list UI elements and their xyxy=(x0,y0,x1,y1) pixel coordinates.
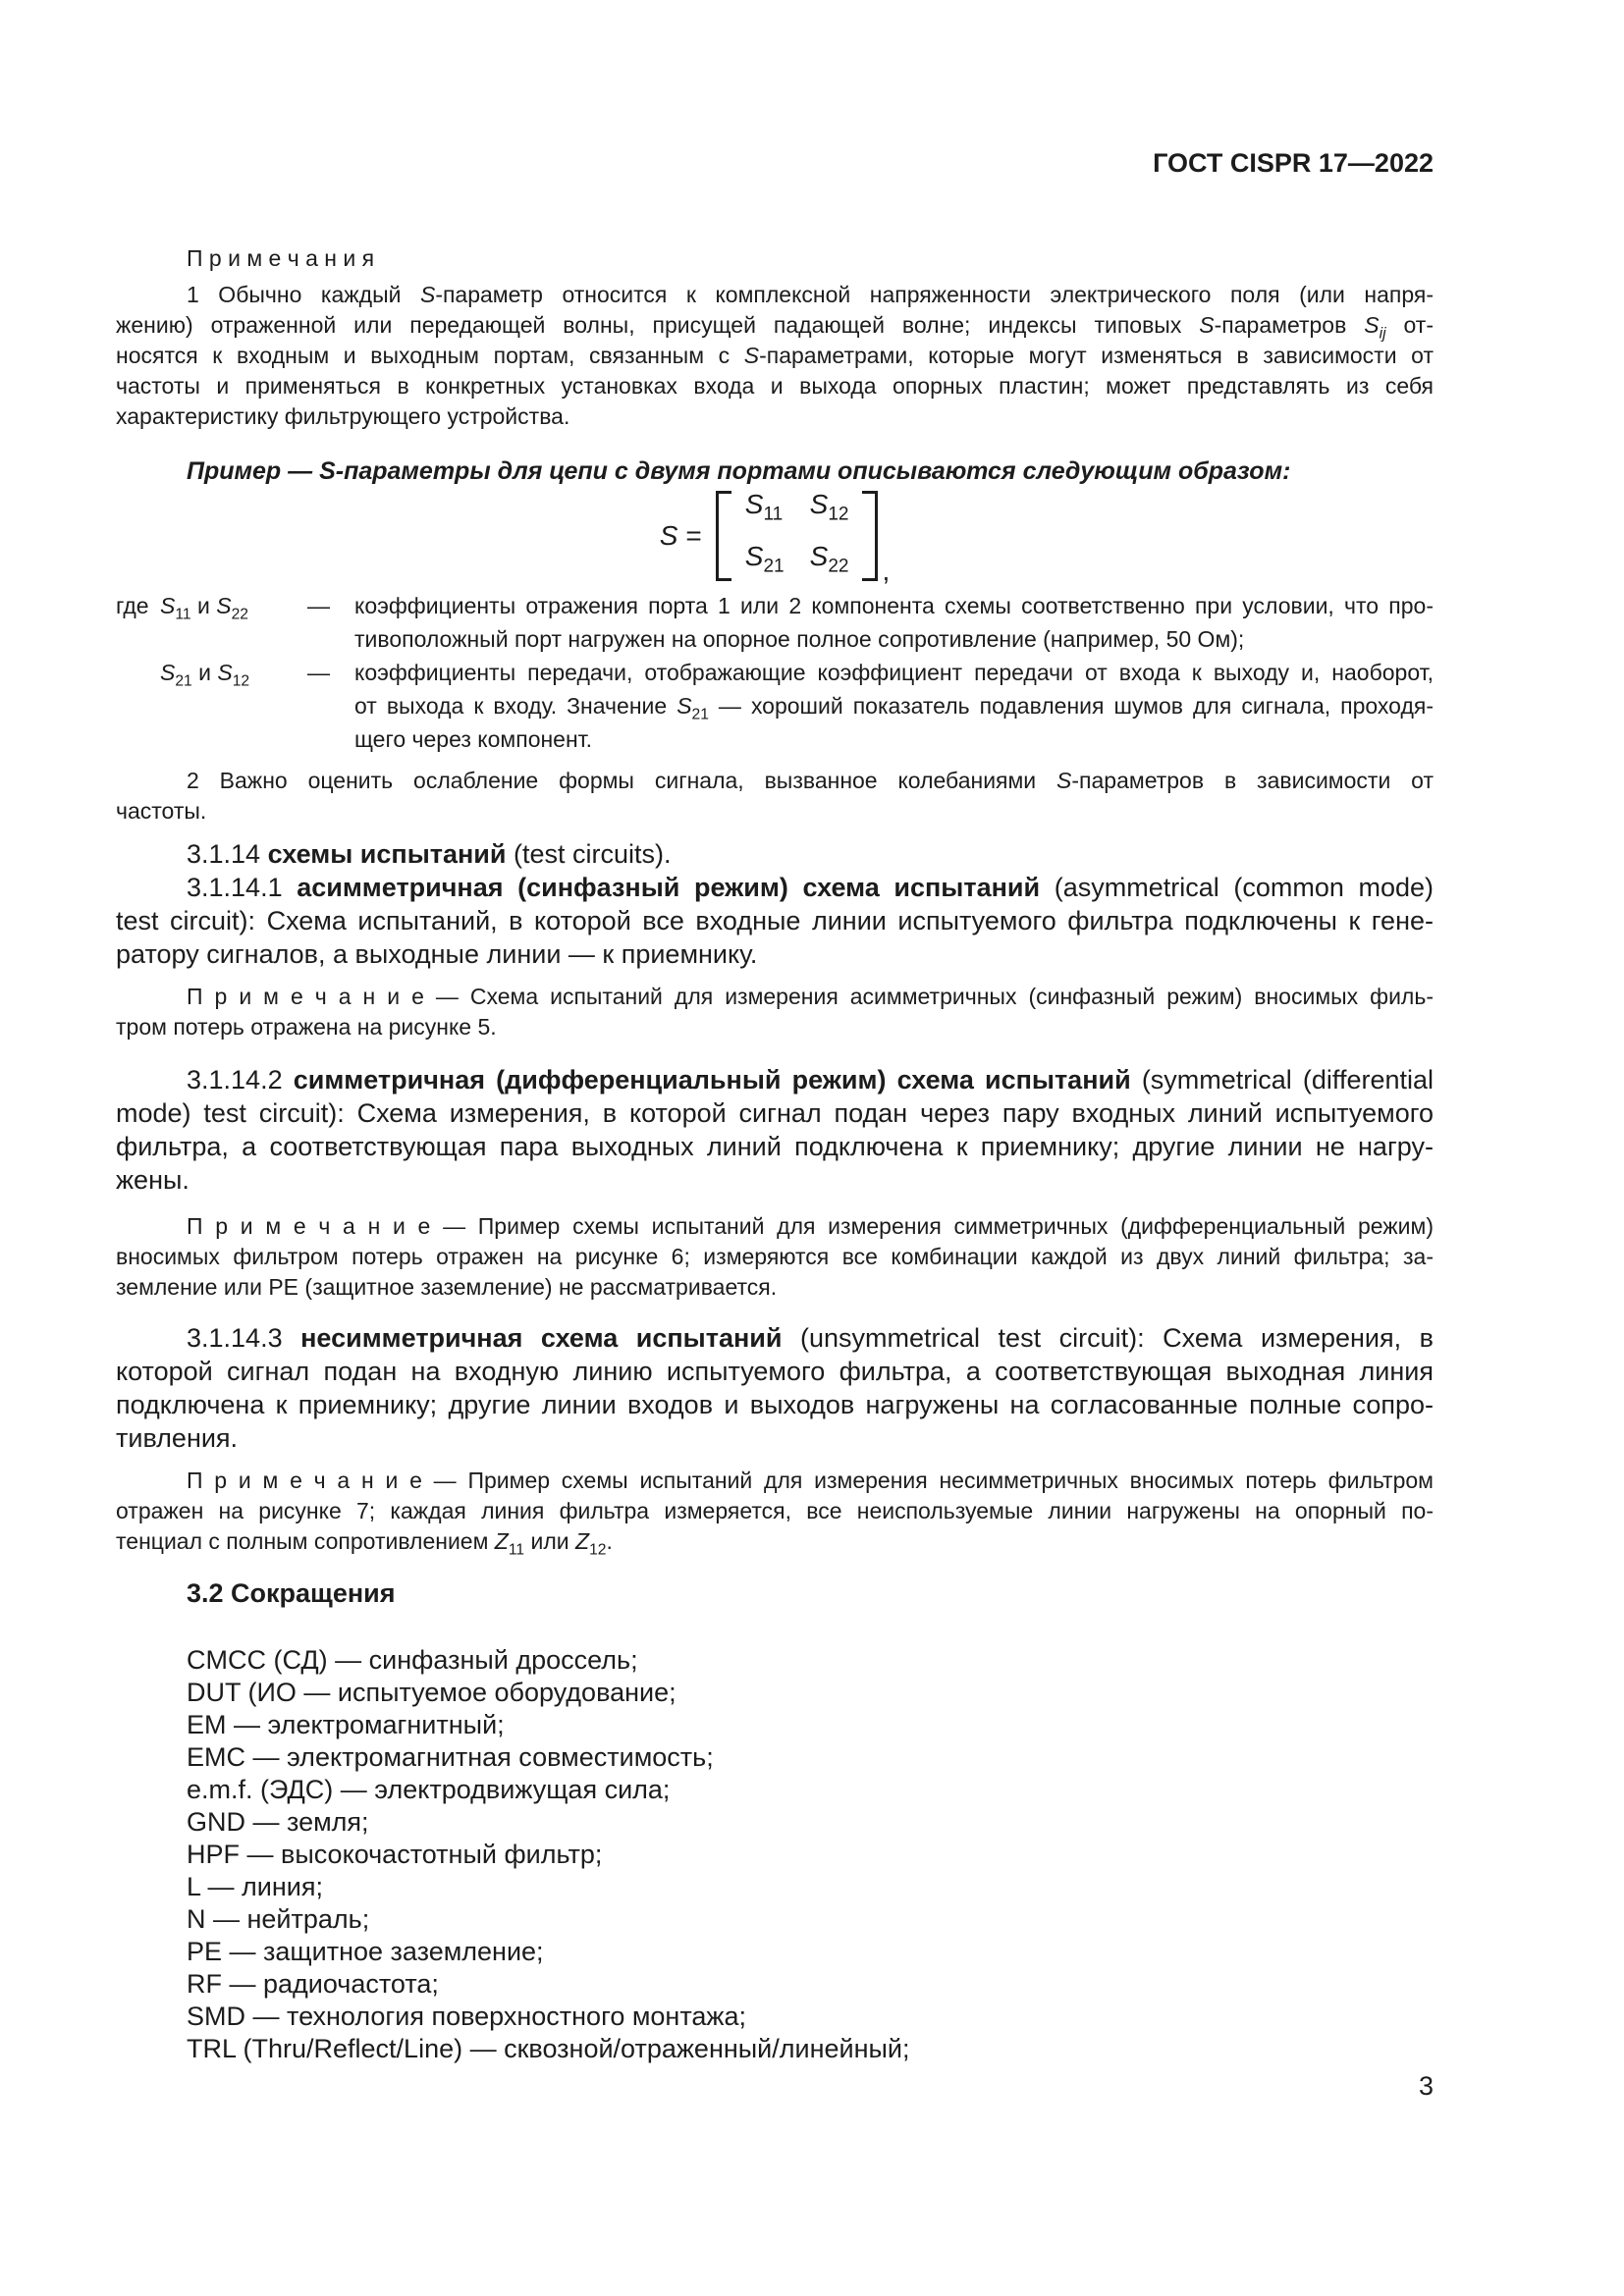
list-item: L — линия; xyxy=(187,1872,323,1901)
example-paragraph: Пример — S-параметры для цепи с двумя портами описываются следующим образом: xyxy=(187,457,1291,485)
text-line: 3.1.14.1 асимметричная (синфазный режим) схема испытаний (asymmetrical (common mode) xyxy=(187,873,1434,902)
text-line: коэффициенты передачи, отображающие коэффициент передачи от входа к выходу и, наоборот, xyxy=(354,660,1434,685)
text-line: подключена к приемнику; другие линии входов и выходов нагружены на согласованные полные сопро- xyxy=(116,1390,1434,1419)
notes-caption: П р и м е ч а н и я xyxy=(187,245,375,271)
where-term: $S_{21}$ и $S_{12}$ xyxy=(160,660,250,690)
formula-lhs: S = xyxy=(659,520,702,551)
list-item: EMC — электромагнитная совместимость; xyxy=(187,1742,714,1772)
text-line: П р и м е ч а н и е — Пример схемы испытаний для измерения симметричных (дифференциальный режим) xyxy=(187,1213,1434,1239)
text-line: П р и м е ч а н и е — Схема испытаний для измерения асимметричных (синфазный режим) вносимых филь- xyxy=(187,984,1434,1009)
note-figure-6 xyxy=(116,1211,1434,1303)
text-line: щего через компонент. xyxy=(354,726,593,752)
left-bracket xyxy=(716,491,731,581)
matrix-cell: $S_{11}$ xyxy=(744,489,784,525)
text-line: ратору сигналов, а выходные линии — к приемнику. xyxy=(116,939,758,969)
text-line: 2 Важно оценить ослабление формы сигнала, вызванное колебаниями S-параметров в зависимости от xyxy=(187,768,1434,793)
text-line: mode) test circuit): Схема измерения, в которой сигнал подан через пару входных линий испытуемого xyxy=(116,1098,1434,1128)
note-figure-5 xyxy=(116,982,1434,1042)
document-designation: ГОСТ CISPR 17—2022 xyxy=(1153,148,1434,178)
text-line: test circuit): Схема испытаний, в которой все входные линии испытуемого фильтра подключены к гене- xyxy=(116,906,1434,935)
list-item: TRL (Thru/Reflect/Line) — сквозной/отраженный/линейный; xyxy=(187,2034,910,2063)
formula-comma: , xyxy=(882,556,891,586)
text-line: тенциал с полным сопротивлением $Z_{11}$ или $Z_{12}$. xyxy=(116,1528,613,1559)
text-line: 1 Обычно каждый S-параметр относится к комплексной напряженности электрического поля (или напря- xyxy=(187,282,1435,307)
text-line: земление или PE (защитное заземление) не рассматривается. xyxy=(116,1274,778,1300)
section-3-1-14-2 xyxy=(116,1063,1434,1197)
where-item-s21-s12 xyxy=(116,656,1434,756)
text-line: фильтра, а соответствующая пара выходных линий подключена к приемнику; другие линии не нагру- xyxy=(116,1132,1434,1161)
text-line: П р и м е ч а н и е — Пример схемы испытаний для измерения несимметричных вносимых потерь фильтром xyxy=(187,1468,1434,1493)
where-term: $S_{11}$ и $S_{22}$ xyxy=(160,593,248,623)
section-3-1-14-3 xyxy=(116,1321,1434,1455)
where-definitions xyxy=(116,589,1434,756)
dash: — xyxy=(307,593,330,618)
section-heading: 3.1.14 схемы испытаний (test circuits). xyxy=(187,839,672,869)
where-item-s11-s22 xyxy=(116,589,1434,656)
text-line: характеристику фильтрующего устройства. xyxy=(116,403,570,429)
list-item: HPF — высокочастотный фильтр; xyxy=(187,1840,603,1869)
section-3-2-heading: 3.2 Сокращения xyxy=(187,1578,396,1608)
text-line: частоты и применяться в конкретных установках входа и выхода опорных пластин; может представлять из себя xyxy=(116,373,1434,399)
formula-s-matrix xyxy=(116,489,1434,586)
where-description xyxy=(354,589,1434,656)
text-line: 3.1.14.3 несимметричная схема испытаний (unsymmetrical test circuit): Схема измерения, в xyxy=(187,1323,1435,1353)
matrix-cell: $S_{12}$ xyxy=(809,489,849,525)
list-item: EM — электромагнитный; xyxy=(187,1710,505,1739)
section-3-1-14 xyxy=(116,837,1434,871)
text-line: частоты. xyxy=(116,798,207,824)
list-item: N — нейтраль; xyxy=(187,1904,370,1934)
list-item: GND — земля; xyxy=(187,1807,369,1837)
text-line: коэффициенты отражения порта 1 или 2 компонента схемы соответственно при условии, что про- xyxy=(354,593,1434,618)
note-1 xyxy=(116,280,1434,432)
list-item: e.m.f. (ЭДС) — электродвижущая сила; xyxy=(187,1775,671,1804)
text-line: жению) отраженной или передающей волны, присущей падающей волне; индексы типовых S-параметров $S_{ij}$ от- xyxy=(116,312,1434,343)
note-2 xyxy=(116,766,1434,827)
text-line: которой сигнал подан на входную линию испытуемого фильтра, а соответствующая выходная линия xyxy=(116,1357,1434,1386)
matrix-cell: $S_{22}$ xyxy=(809,541,849,577)
matrix-entries xyxy=(739,483,855,588)
list-item: RF — радиочастота; xyxy=(187,1969,439,1999)
text-line: жены. xyxy=(116,1165,189,1195)
text-line: отражен на рисунке 7; каждая линия фильтра измеряется, все неиспользуемые линии нагружены на опорный по- xyxy=(116,1498,1434,1523)
where-description xyxy=(354,656,1434,756)
text-line: вносимых фильтром потерь отражен на рисунке 6; измеряются все комбинации каждой из двух линий фильтра; за- xyxy=(116,1244,1434,1269)
text-line: 3.1.14.2 симметричная (дифференциальный режим) схема испытаний (symmetrical (differential xyxy=(187,1065,1434,1095)
text-line: тивоположный порт нагружен на опорное полное сопротивление (например, 50 Ом); xyxy=(354,626,1245,652)
text-line: носятся к входным и выходным портам, связанным с S-параметрами, которые могут изменяться в зависимости от xyxy=(116,343,1435,368)
abbreviations-list xyxy=(187,1644,1434,2065)
dash: — xyxy=(307,660,330,685)
note-figure-7 xyxy=(116,1466,1434,1557)
list-item: SMD — технология поверхностного монтажа; xyxy=(187,2002,746,2031)
where-intro: где xyxy=(116,593,149,618)
text-line: тром потерь отражена на рисунке 5. xyxy=(116,1014,497,1040)
list-item: DUT (ИО — испытуемое оборудование; xyxy=(187,1678,677,1707)
page-number: 3 xyxy=(1418,2071,1434,2101)
text-line: от выхода к входу. Значение $S_{21}$ — хороший показатель подавления шумов для сигнала, проходя- xyxy=(354,693,1434,723)
text-line: тивления. xyxy=(116,1423,239,1453)
section-3-1-14-1 xyxy=(116,871,1434,971)
matrix-cell: $S_{21}$ xyxy=(744,541,785,577)
list-item: CMCC (СД) — синфазный дроссель; xyxy=(187,1645,638,1675)
list-item: PE — защитное заземление; xyxy=(187,1937,544,1966)
right-bracket xyxy=(862,491,878,581)
where-intro-spacer xyxy=(116,656,160,689)
page-header xyxy=(116,147,1434,180)
